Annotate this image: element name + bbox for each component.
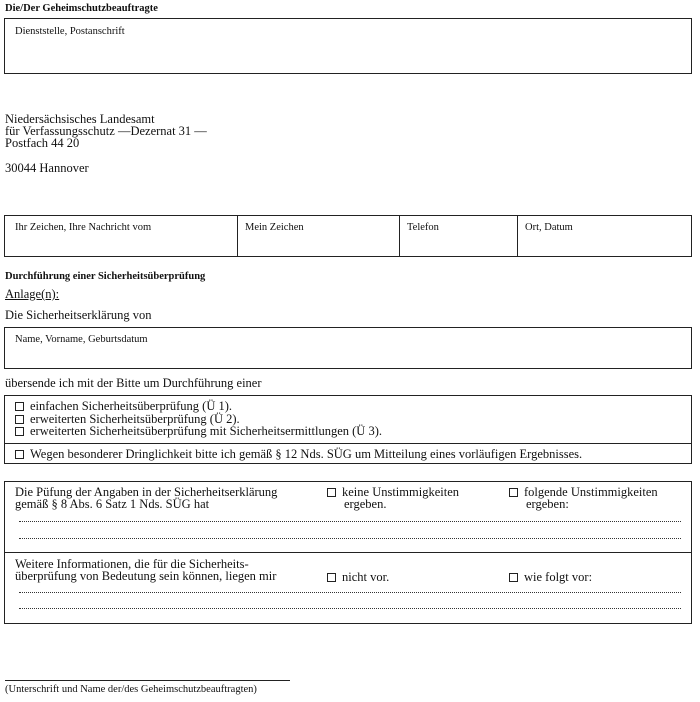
checkbox-ue2[interactable] [15, 415, 24, 424]
attachments-label: Anlage(n): [5, 287, 60, 301]
option-info-follows[interactable]: wie folgt vor: [509, 570, 592, 585]
checkbox-info-follows[interactable] [509, 573, 518, 582]
checkbox-ue1[interactable] [15, 402, 24, 411]
option-no-discrepancies[interactable]: keine Unstimmigkeiten ergeben. [327, 487, 459, 510]
sender-box[interactable] [4, 18, 692, 74]
header-title: Die/Der Geheimschutzbeauftragte [5, 3, 158, 14]
checkbox-urgent[interactable] [15, 450, 24, 459]
name-box-label: Name, Vorname, Geburtsdatum [15, 334, 148, 345]
checkbox-no-info[interactable] [327, 573, 336, 582]
ref-place-date[interactable]: Ort, Datum [525, 222, 573, 233]
checkbox-no-discrepancies[interactable] [327, 488, 336, 497]
discrepancies-line-1[interactable] [19, 521, 681, 522]
address-line-2: für Verfassungsschutz —Dezernat 31 — [5, 124, 207, 138]
signature-label: (Unterschrift und Name der/des Geheimschutzbeauftragten) [5, 684, 257, 695]
signature-line[interactable] [5, 680, 290, 681]
option-urgent[interactable]: Wegen besonderer Dringlichkeit bitte ich gemäß § 12 Nds. SÜG um Mitteilung eines vorläufigen Ergebnisses. [15, 447, 582, 462]
ref-my-reference[interactable]: Mein Zeichen [245, 222, 304, 233]
sender-box-label: Dienststelle, Postanschrift [15, 26, 125, 37]
discrepancies-line-2[interactable] [19, 538, 681, 539]
option-discrepancies[interactable]: folgende Unstimmigkeiten ergeben: [509, 487, 658, 510]
request-text: übersende ich mit der Bitte um Durchführung einer [5, 376, 262, 390]
address-line-4: 30044 Hannover [5, 161, 89, 175]
address-line-1: Niedersächsisches Landesamt [5, 112, 155, 126]
option-ue1[interactable]: einfachen Sicherheitsüberprüfung (Ü 1). [15, 400, 382, 413]
results-box [4, 481, 692, 624]
reference-row [4, 215, 692, 257]
option-ue3[interactable]: erweiterten Sicherheitsüberprüfung mit Sicherheitsermittlungen (Ü 3). [15, 425, 382, 438]
recipient-address [5, 113, 207, 174]
subject-title: Durchführung einer Sicherheitsüberprüfung [5, 271, 206, 282]
address-line-3: Postfach 44 20 [5, 136, 80, 150]
info-line-2[interactable] [19, 608, 681, 609]
ref-telephone[interactable]: Telefon [407, 222, 439, 233]
intro-text: Die Sicherheitserklärung von [5, 308, 152, 322]
checkbox-ue3[interactable] [15, 427, 24, 436]
options-box [4, 395, 692, 464]
info-text: Weitere Informationen, die für die Sicherheits- überprüfung von Bedeutung sein können, liegen mir [15, 557, 277, 583]
name-box[interactable] [4, 327, 692, 369]
ref-your-reference[interactable]: Ihr Zeichen, Ihre Nachricht vom [15, 222, 152, 233]
option-no-info[interactable]: nicht vor. [327, 570, 389, 585]
check-text: Die Püfung der Angaben in der Sicherheitserklärung gemäß § 8 Abs. 6 Satz 1 Nds. SÜG hat [15, 485, 278, 511]
option-ue2[interactable]: erweiterten Sicherheitsüberprüfung (Ü 2). [15, 413, 382, 426]
info-line-1[interactable] [19, 592, 681, 593]
checkbox-discrepancies[interactable] [509, 488, 518, 497]
